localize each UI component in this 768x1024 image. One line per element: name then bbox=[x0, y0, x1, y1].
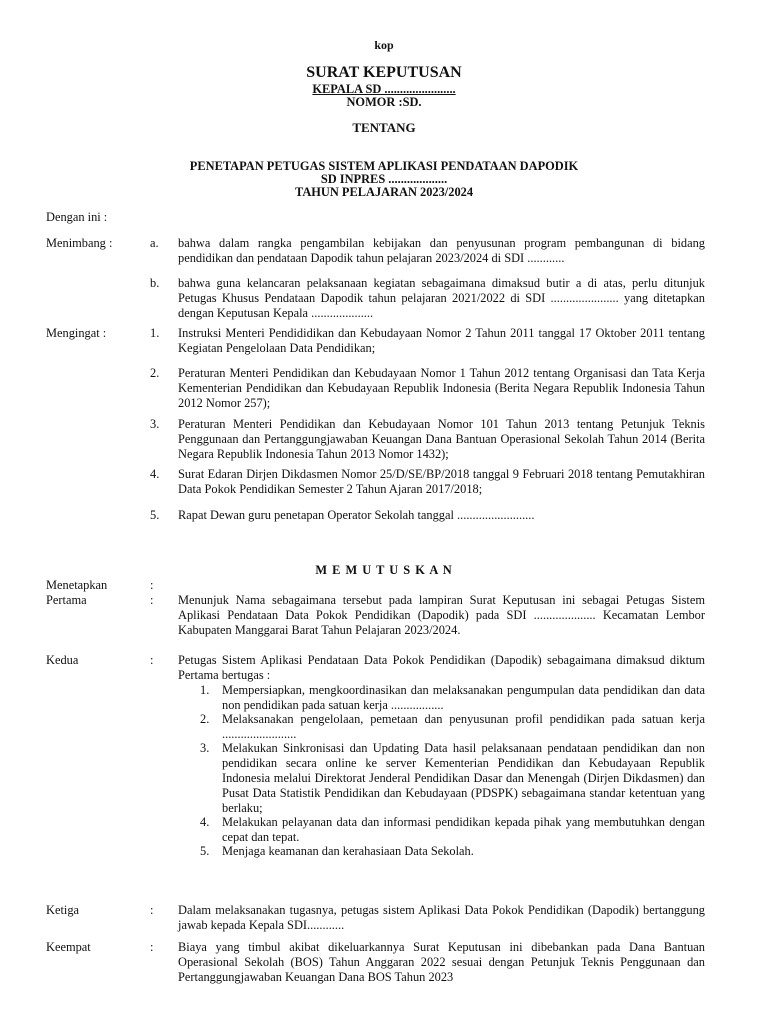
ketiga-label: Ketiga bbox=[46, 903, 80, 917]
kedua-intro: Petugas Sistem Aplikasi Pendataan Data Pokok Pendidikan (Dapodik) sebagaimana dimaksud diktum Pertama bertugas : bbox=[178, 653, 705, 682]
memutuskan-heading: M E M U T U S K A N bbox=[315, 563, 453, 577]
mengingat-item-1: Instruksi Menteri Pendididikan dan Kebudayaan Nomor 2 Tahun 2011 tanggal 17 Oktober 2011 tentang Kegiatan Pengelolaan Data Pendidikan; bbox=[178, 326, 705, 355]
pertama-label: Pertama bbox=[46, 593, 87, 607]
list-marker: 4. bbox=[200, 815, 210, 829]
colon: : bbox=[150, 593, 154, 607]
kedua-label: Kedua bbox=[46, 653, 79, 667]
kedua-item-1: Mempersiapkan, mengkoordinasikan dan melaksanakan pengumpulan data pendidikan dan data non pendidikan pada satuan kerja ................. bbox=[222, 683, 705, 712]
kedua-item-5: Menjaga keamanan dan kerahasiaan Data Sekolah. bbox=[222, 844, 474, 858]
keempat-label: Keempat bbox=[46, 940, 91, 954]
decree-number: NOMOR :SD. bbox=[346, 95, 422, 109]
menimbang-label: Menimbang : bbox=[46, 236, 113, 250]
list-marker: 2. bbox=[200, 712, 210, 726]
colon: : bbox=[150, 578, 154, 592]
list-marker: 2. bbox=[150, 366, 160, 380]
list-marker: 5. bbox=[150, 508, 160, 522]
list-marker: b. bbox=[150, 276, 160, 290]
list-marker: 1. bbox=[200, 683, 210, 697]
list-marker: 4. bbox=[150, 467, 160, 481]
mengingat-item-3: Peraturan Menteri Pendidikan dan Kebudayaan Nomor 101 Tahun 2013 tentang Petunjuk Teknis Penggunaan dan Pertanggungjawaban Keuangan Dana Bantuan Operasional Sekolah Tahun 2014 (Berita Negara Republik Indonesia Tahun 2013 Nomor 1432); bbox=[178, 417, 705, 461]
menimbang-item-b: bahwa guna kelancaran pelaksanaan kegiatan sebagaimana dimaksud butir a di atas, perlu ditunjuk Petugas Khusus Pendataan Dapodik tahun pelajaran 2021/2022 di SDI ...................... yang ditetapkan dengan Keputusan Kepala .................... bbox=[178, 276, 705, 320]
list-marker: a. bbox=[150, 236, 159, 250]
subject-line-2: SD INPRES ................... bbox=[320, 172, 448, 186]
mengingat-label: Mengingat : bbox=[46, 326, 107, 340]
pertama-text: Menunjuk Nama sebagaimana tersebut pada lampiran Surat Keputusan ini sebagai Petugas Sistem Aplikasi Pendataan Data Pokok Pendidikan (Dapodik) pada SDI .................... Kecamatan Lembor Kabupaten Manggarai Barat Tahun Pelajaran 2023/2024. bbox=[178, 593, 705, 637]
mengingat-item-2: Peraturan Menteri Pendidikan dan Kebudayaan Nomor 1 Tahun 2012 tentang Organisasi dan Tata Kerja Kementerian Pendidikan dan Kebudayaan Republik Indonesia (Berita Negara Republik Indonesia Tahun 2012 Nomor 257); bbox=[178, 366, 705, 410]
mengingat-item-4: Surat Edaran Dirjen Dikdasmen Nomor 25/D/SE/BP/2018 tanggal 9 Februari 2018 tentang Pemutakhiran Data Pokok Pendidikan Semester 2 Tahun Ajaran 2017/2018; bbox=[178, 467, 705, 496]
mengingat-item-5: Rapat Dewan guru penetapan Operator Sekolah tanggal ......................... bbox=[178, 508, 535, 522]
kop-label: kop bbox=[374, 38, 394, 52]
kedua-item-3: Melakukan Sinkronisasi dan Updating Data hasil pelaksanaan pendataan pendidikan dan non pendidikan secara online ke server Kementerian Pendidikan dan Kebudayaan Republik Indonesia melalui Direktorat Jenderal Pendidikan Dasar dan Menengah (Dirjen Dikdasmen) dan Pusat Data Statistik Pendidikan dan Kebudayaan (PDSPK) sebagaimana standar ketentuan yang berlaku; bbox=[222, 741, 705, 815]
subject-line-1: PENETAPAN PETUGAS SISTEM APLIKASI PENDATAAN DAPODIK bbox=[189, 159, 579, 173]
issuer-line: KEPALA SD ....................... bbox=[312, 82, 456, 96]
menimbang-item-a: bahwa dalam rangka pengambilan kebijakan dan penyusunan program pembangunan di bidang pendidikan dan pendataan Dapodik tahun pelajaran 2023/2024 di SDI ............ bbox=[178, 236, 705, 265]
kedua-item-2: Melaksanakan pengelolaan, pemetaan dan penyusunan profil pendidikan pada satuan kerja ........................ bbox=[222, 712, 705, 741]
colon: : bbox=[150, 653, 154, 667]
subject-line-3: TAHUN PELAJARAN 2023/2024 bbox=[294, 185, 474, 199]
colon: : bbox=[150, 903, 154, 917]
list-marker: 3. bbox=[200, 741, 210, 755]
list-marker: 5. bbox=[200, 844, 210, 858]
list-marker: 3. bbox=[150, 417, 160, 431]
list-marker: 1. bbox=[150, 326, 160, 340]
keempat-text: Biaya yang timbul akibat dikeluarkannya Surat Keputusan ini dibebankan pada Dana Bantuan Operasional Sekolah (BOS) Tahun Anggaran 2022 sesuai dengan Petunjuk Teknis Penggunaan dan Pertanggungjawaban Keuangan Dana BOS Tahun 2023 bbox=[178, 940, 705, 984]
tentang-heading: TENTANG bbox=[352, 120, 416, 135]
colon: : bbox=[150, 940, 154, 954]
kedua-item-4: Melakukan pelayanan data dan informasi pendidikan kepada pihak yang membutuhkan dengan cepat dan tepat. bbox=[222, 815, 705, 844]
document-title: SURAT KEPUTUSAN bbox=[306, 64, 462, 81]
menetapkan-label: Menetapkan bbox=[46, 578, 108, 592]
ketiga-text: Dalam melaksanakan tugasnya, petugas sistem Aplikasi Data Pokok Pendidikan (Dapodik) bertanggung jawab kepada Kepala SDI............ bbox=[178, 903, 705, 932]
dengan-ini-label: Dengan ini : bbox=[46, 210, 108, 224]
